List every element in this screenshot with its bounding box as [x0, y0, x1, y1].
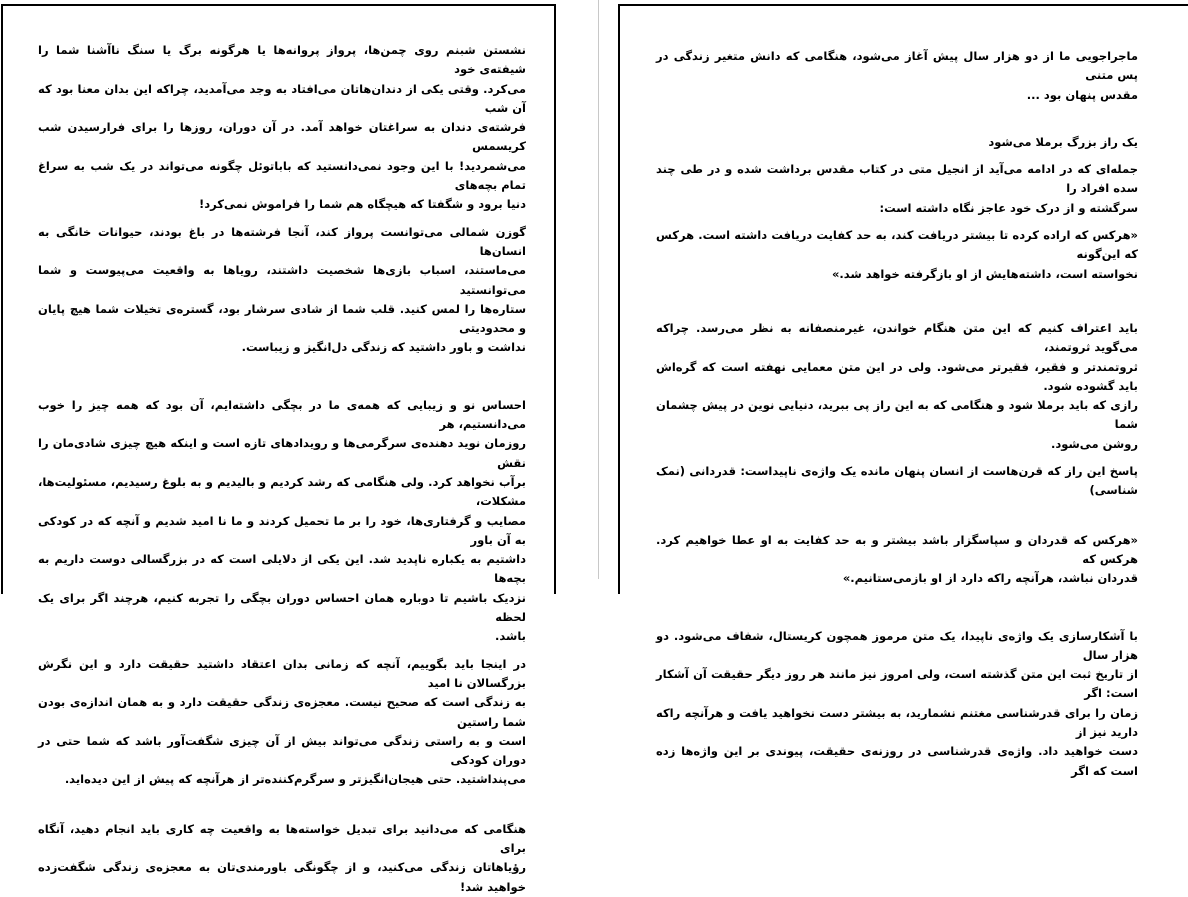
text-line: یک راز بزرگ برملا می‌شود [988, 134, 1138, 149]
text-line: می‌کرد. وقتی یکی از دندان‌هاتان می‌افتاد به وجد می‌آمدید، چراکه این بدان معنا بود که آن شب [38, 81, 526, 115]
right-paragraph-1 [656, 47, 1138, 105]
text-line: باید اعتراف کنیم که این متن هنگام خواندن، غیرمنصفانه به نظر می‌رسد. چراکه می‌گوید ثروتمند، [656, 320, 1138, 355]
text-line: فرشته‌ی دندان به سراغتان خواهد آمد. در آن دوران، روزها را برای فرارسیدن شب کریسمس [38, 120, 526, 154]
left-paragraph-3 [38, 396, 526, 647]
text-line: رؤیاهاتان زندگی می‌کنید، و از چگونگی باورمندی‌تان به معجزه‌ی زندگی شگفت‌زده خواهید شد! [38, 860, 526, 894]
text-line: مقدس پنهان بود ... [1026, 87, 1138, 102]
text-line: با آشکارسازی یک واژه‌ی ناپیدا، یک متن مرموز همچون کریستال، شفاف می‌شود. دو هزار سال [656, 628, 1138, 662]
right-paragraph-4 [656, 462, 1138, 501]
text-line: جمله‌ای که در ادامه می‌آید از انجیل متی در کتاب مقدس برداشت شده و در طی چند سده افراد را [656, 162, 1138, 196]
left-paragraph-5 [38, 820, 526, 897]
right-paragraph-3 [656, 319, 1138, 454]
text-line: دنیا برود و شگفتا که هیچگاه هم شما را فراموش نمی‌کرد! [198, 197, 526, 212]
text-line: قدردان نباشد، هرآنچه راکه دارد از او بازمی‌ستانیم.» [842, 571, 1138, 586]
text-line: رازی که باید برملا شود و هنگامی که به این راز پی ببرید، دنیایی نوین در پیش چشمان شما [656, 398, 1138, 432]
left-paragraph-2 [38, 223, 526, 358]
text-line: گوزن شمالی می‌توانست پرواز کند، آنجا فرشته‌ها در باغ بودند، حیوانات خانگی به انسان‌ها [38, 224, 526, 258]
text-line: به زندگی است که صحیح نیست. معجزه‌ی زندگی حقیقت دارد و به همان اندازه‌ی بودن شما راستین [38, 695, 526, 729]
text-line: باشد. [495, 629, 526, 644]
document-page-left [1, 4, 556, 894]
text-line: پاسخ این راز که قرن‌هاست از انسان پنهان مانده یک واژه‌ی ناپیداست: قدردانی (نمک شناسی) [656, 464, 1138, 498]
text-line: نزدیک باشیم تا دوباره همان احساس دوران بچگی را تجربه کنیم، هرچند اگر برای یک لحظه [38, 590, 526, 625]
right-quote-2 [656, 531, 1138, 589]
text-line: از تاریخ ثبت این متن گذشته است، ولی امروز نیز مانند هر روز دیگر حقیقت آن آشکار است: اگر [656, 667, 1138, 701]
right-section-heading [656, 133, 1138, 152]
left-paragraph-1 [38, 41, 526, 215]
right-quote-1 [656, 226, 1138, 284]
text-line: سرگشته و از درک خود عاجز نگاه داشته است: [879, 200, 1138, 215]
text-line: می‌ماستند، اسباب بازی‌ها شخصیت داشتند، رویاها به واقعیت می‌پیوست و شما می‌توانستید [38, 263, 526, 297]
text-line: دست خواهید داد. واژه‌ی قدرشناسی در روزنه‌ی حقیقت، پیوندی بر این واژه‌ها زده است که اگر [656, 744, 1138, 778]
text-line: مصایب و گرفتاری‌ها، خود را بر ما تحمیل کردند و ما نا امید شدیم و آنچه که در کودکی به آن باور [38, 513, 526, 547]
text-line: احساس نو و زیبایی که همه‌ی ما در بچگی داشته‌ایم، آن بود که همه چیز را خوب می‌دانستیم، هر [38, 397, 526, 432]
left-paragraph-4 [38, 655, 526, 790]
text-line: ماجراجویی ما از دو هزار سال پیش آغاز می‌شود، هنگامی که دانش متغیر زندگی در پس متنی [656, 49, 1138, 83]
right-paragraph-2 [656, 160, 1138, 218]
right-page-text [656, 47, 1138, 781]
text-line: می‌پنداشتید. حتی هیجان‌انگیزتر و سرگرم‌کننده‌تر از هرآنچه که پیش از این دیده‌اید. [64, 772, 526, 787]
text-line: «هرکس که قدردان و سپاسگزار باشد بیشتر و به حد کفایت به او عطا خواهیم کرد. هرکس که [656, 532, 1138, 566]
text-line: هنگامی که می‌دانید برای تبدیل خواسته‌ها به واقعیت چه کاری باید انجام دهید، آنگاه برای [38, 821, 526, 855]
page-gap-divider [598, 0, 599, 579]
document-page-right [618, 4, 1188, 778]
text-line: است و به راستی زندگی می‌تواند بیش از آن چیزی شگفت‌آور باشد که شما حتی در دوران کودکی [38, 733, 526, 768]
text-line: زمان را برای قدرشناسی مغتنم نشمارید، به بیشتر دست نخواهید یافت و هرآنچه راکه دارید نیز از [656, 705, 1138, 740]
right-paragraph-5 [656, 627, 1138, 781]
text-line: در اینجا باید بگوییم، آنچه که زمانی بدان اعتقاد داشتید حقیقت دارد و این نگرش بزرگسالان نا امید [38, 656, 526, 690]
text-line: «هرکس که اراده کرده تا بیشتر دریافت کند، به حد کفایت دریافت داشته است. هرکس که این‌گونه [656, 228, 1138, 262]
text-line: داشتیم به یکباره ناپدید شد. این یکی از دلایلی است که در بزرگسالی دوست داریم به بچه‌ها [38, 552, 526, 586]
text-line: برآب نخواهد کرد. ولی هنگامی که رشد کردیم و بالیدیم و به بلوغ رسیدیم، مسئولیت‌ها، مشکلات، [38, 474, 526, 509]
text-line: ستاره‌ها را لمس کنید. قلب شما از شادی سرشار بود، گستره‌ی تخیلات شما هیچ پایان و محدودیتی [38, 301, 526, 336]
text-line: روزمان نوید دهنده‌ی سرگرمی‌ها و رویدادهای تازه است و اینکه هیچ چیزی شادی‌مان را نقش [38, 436, 526, 470]
text-line: نداشت و باور داشتید که زندگی دل‌انگیز و زیباست. [241, 340, 526, 355]
text-line: ثروتمندتر و فقیر، فقیرتر می‌شود. ولی در این متن معمایی نهفته است که گره‌اش باید گشوده شود. [656, 359, 1138, 393]
text-line: نخواسته است، داشته‌هایش از او بازگرفته خواهد شد.» [832, 266, 1138, 281]
text-line: نشستن شبنم روی چمن‌ها، پرواز پروانه‌ها یا هرگونه برگ یا سنگ ناآشنا شما را شیفته‌ی خود [38, 43, 526, 77]
text-line: می‌شمردید! با این وجود نمی‌دانستید که باباتوئل چگونه می‌تواند در یک شب به سراغ تمام بچه‌های [38, 158, 526, 193]
text-line: روشن می‌شود. [1051, 436, 1138, 451]
left-page-text [38, 41, 526, 897]
